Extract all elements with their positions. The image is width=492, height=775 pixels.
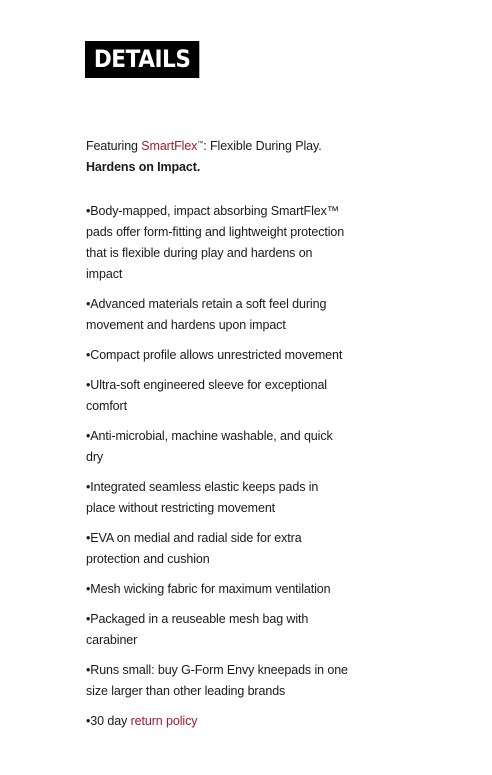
bullet: •: [86, 480, 91, 494]
bullet: •: [86, 297, 91, 311]
list-item: •Integrated seamless elastic keeps pads in place without restricting movement: [86, 480, 319, 515]
feature-list: [86, 201, 348, 732]
bullet: •: [86, 531, 91, 545]
trademark-symbol: ™: [197, 141, 204, 147]
list-item: •Compact profile allows unrestricted movement: [86, 348, 343, 362]
bullet: •: [86, 612, 91, 626]
bullet: •: [86, 378, 91, 392]
intro-suffix: : Flexible During Play.: [203, 139, 322, 153]
intro-bold-line: Hardens on Impact.: [86, 160, 201, 174]
details-heading: DETAILS: [85, 41, 199, 78]
list-item: •Packaged in a reuseable mesh bag with carabiner: [86, 612, 309, 647]
list-item: •Runs small: buy G-Form Envy kneepads in one size larger than other leading brands: [86, 663, 348, 698]
list-item: •Ultra-soft engineered sleeve for exceptional comfort: [86, 378, 327, 413]
brand-name: SmartFlex: [141, 139, 198, 153]
list-item-return-policy: [86, 711, 348, 732]
bullet: •: [86, 429, 91, 443]
bullet: •: [86, 582, 91, 596]
bullet: •: [86, 204, 91, 218]
list-item: •Advanced materials retain a soft feel during movement and hardens upon impact: [86, 297, 327, 332]
bullet: •: [86, 714, 91, 728]
bullet: •: [86, 348, 91, 362]
intro-paragraph: [86, 134, 348, 178]
return-prefix: 30 day: [90, 714, 131, 728]
list-item: •Mesh wicking fabric for maximum ventilation: [86, 582, 331, 596]
list-item: •EVA on medial and radial side for extra protection and cushion: [86, 531, 302, 566]
list-item: •Anti-microbial, machine washable, and quick dry: [86, 429, 333, 464]
bullet: •: [86, 663, 91, 677]
list-item: •Body-mapped, impact absorbing SmartFlex™ pads offer form-fitting and lightweight protection that is flexible during play and hardens on impact: [86, 204, 345, 281]
product-details: [86, 134, 348, 741]
return-policy-link[interactable]: return policy: [130, 714, 198, 728]
intro-prefix: Featuring: [86, 139, 142, 153]
